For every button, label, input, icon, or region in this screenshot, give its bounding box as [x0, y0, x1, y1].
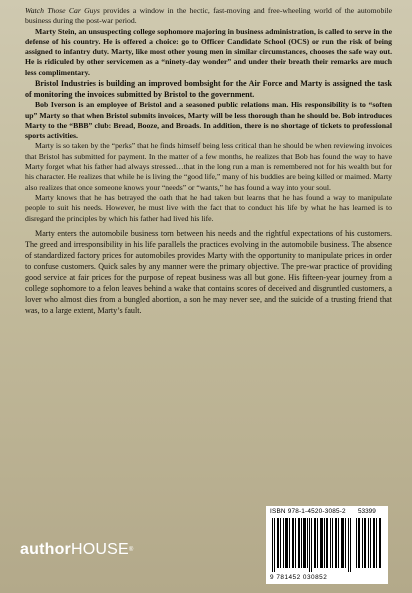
- price-code: 53399: [358, 508, 376, 515]
- paragraph-automobile: Marty enters the automobile business torn between his needs and the rightful expectations of his customers. The greed and irresponsibility in his life parallels the practices evolving in the automobile business. The absence of standardized factory prices for automobiles provides Marty with the opportunity to manipulate prices in order to confuse customers. Quick sales by any manner were the primary objective. The pre-war practice of providing good service at fair prices for the purpose of repeat business was all but gone. His fifteen-year journey from a college sophomore to a felon leaves behind a wake that contains scores of deceived and disgruntled customers, a lover who almost dies from a bungled abortion, a son he may never see, and the suicide of a trusting friend that was, to a large extent, Marty’s fault.: [25, 228, 392, 316]
- intro-paragraph: [25, 6, 392, 27]
- logo-author: author: [20, 541, 71, 558]
- publisher-logo: [20, 541, 134, 559]
- book-title: Watch Those Car Guys: [25, 6, 100, 15]
- ean-bars: [272, 518, 352, 572]
- isbn-barcode: [266, 506, 388, 584]
- price-bars: [356, 518, 382, 568]
- paragraph-oath: Marty knows that he has betrayed the oath that he had taken but learns that he has found a way to manipulate people to suit his needs. However, he must live with the fact that to conduct his life by what he has learned is to disregard the principles by which his father had lived his life.: [25, 192, 392, 223]
- cover-copy: [25, 6, 392, 317]
- paragraph-perks: Marty is so taken by the “perks” that he finds himself being less critical than he should be when reviewing invoices that Bristol has submitted for payment. In the matter of a few months, he realizes that Bob has found the way to have Marty forget what his father had always stressed…that in the long run a man is remembered not for his wealth but for his character. He realizes that while he is living the “good life,” many of his buddies are being killed or maimed. Marty also realizes that once someone knows your “needs” or “wants,” he has found a way into your soul.: [25, 141, 392, 192]
- intro-text: provides a window in the hectic, fast-moving and free-wheeling world of the automobile business during the post-war period.: [25, 6, 392, 26]
- barcode-digits: 9 781452 030852: [270, 574, 328, 581]
- paragraph-bob: Bob Iverson is an employee of Bristol and a seasoned public relations man. His responsibility is to “soften up” Marty so that when Bristol submits invoices, Marty will be less thorough than he should be. Bob introduces Marty to the “BBB” club: Bread, Booze, and Broads. In addition, there is no shortage of tickets to professional sports activities.: [25, 100, 392, 141]
- logo-registered: ®: [128, 547, 134, 553]
- paragraph-bristol: Bristol Industries is building an improved bombsight for the Air Force and Marty is assigned the task of monitoring the invoices submitted by Bristol to the government.: [25, 79, 392, 100]
- paragraph-marty: Marty Stein, an unsuspecting college sophomore majoring in business administration, is called to serve in the defense of his country. He is offered a choice: go to Officer Candidate School (OCS) or run the risk of being assigned to infantry duty. Marty, like most other young men in similar circumstances, chooses the safe way out. He is ridiculed by other servicemen as a “ninety-day wonder” and under their breath their remarks are much less complimentary.: [25, 26, 392, 77]
- logo-house: HOUSE: [70, 541, 129, 558]
- isbn-label: ISBN 978-1-4520-3085-2: [270, 508, 346, 515]
